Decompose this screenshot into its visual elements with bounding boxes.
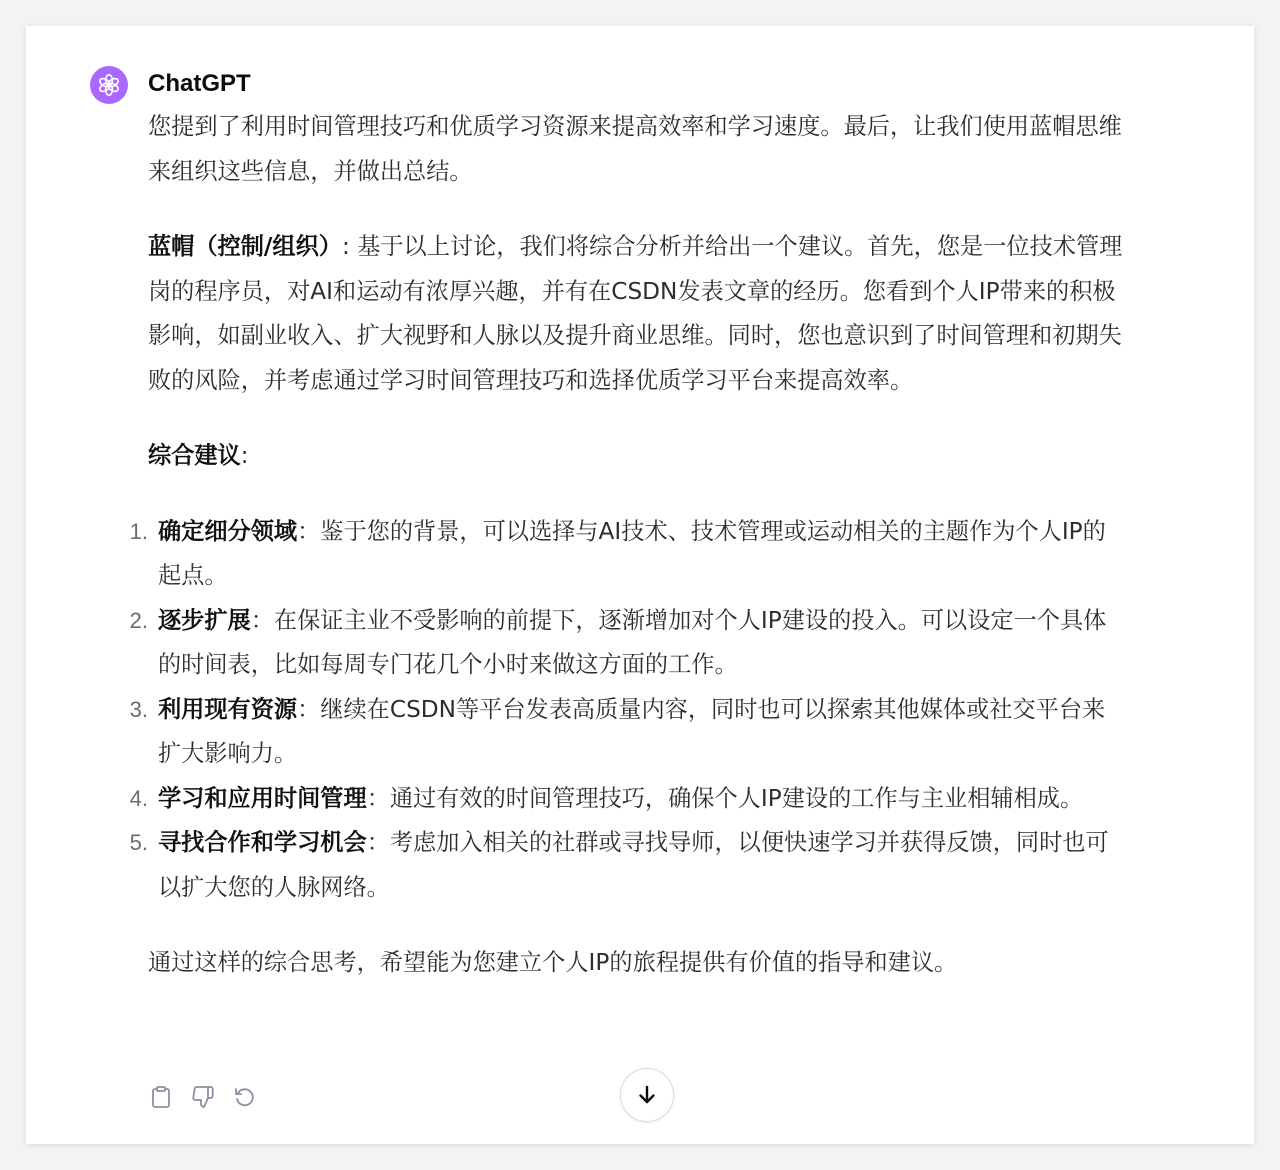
summary-heading-colon: : xyxy=(240,442,249,469)
thumbs-down-button[interactable] xyxy=(190,1084,216,1110)
thumbs-down-icon xyxy=(191,1085,215,1109)
intro-paragraph: 您提到了利用时间管理技巧和优质学习资源来提高效率和学习速度。最后，让我们使用蓝帽思维来组织这些信息，并做出总结。 xyxy=(148,113,1122,185)
regenerate-icon xyxy=(233,1085,257,1109)
summary-heading-paragraph xyxy=(148,434,1128,479)
list-item xyxy=(122,510,1122,599)
suggestion-list xyxy=(122,510,1122,911)
openai-logo-icon xyxy=(96,72,122,98)
message-content xyxy=(129,105,1128,986)
summary-heading: 综合建议 xyxy=(148,442,241,469)
blue-hat-label: 蓝帽（控制/组织） xyxy=(148,233,342,260)
list-number: 5. xyxy=(129,830,148,855)
list-item xyxy=(122,821,1122,910)
list-item-text: ：在保证主业不受影响的前提下，逐渐增加对个人IP建设的投入。可以设定一个具体的时间表，比如每周专门花几个小时来做这方面的工作。 xyxy=(158,606,1107,678)
chatgpt-avatar xyxy=(90,66,128,104)
list-item-title: 利用现有资源 xyxy=(158,695,298,723)
list-number: 1. xyxy=(129,518,148,544)
list-item-text: ：鉴于您的背景，可以选择与AI技术、技术管理或运动相关的主题作为个人IP的起点。 xyxy=(158,517,1106,589)
list-item-title: 逐步扩展 xyxy=(158,606,251,634)
list-item xyxy=(122,688,1122,777)
message-actions xyxy=(148,1084,258,1110)
list-item xyxy=(122,777,1122,822)
list-number: 2. xyxy=(129,607,148,633)
list-item xyxy=(122,599,1122,688)
list-item-title: 确定细分领域 xyxy=(158,517,298,545)
list-number: 3. xyxy=(129,696,148,722)
scroll-to-bottom-button[interactable] xyxy=(620,1068,674,1122)
arrow-down-icon xyxy=(636,1084,658,1106)
blue-hat-paragraph xyxy=(148,225,1128,403)
list-item-text: ：继续在CSDN等平台发表高质量内容，同时也可以探索其他媒体或社交平台来扩大影响力。 xyxy=(158,695,1106,767)
list-number: 4. xyxy=(129,785,148,811)
copy-button[interactable] xyxy=(148,1084,174,1110)
regenerate-button[interactable] xyxy=(232,1084,258,1110)
list-item-title: 寻找合作和学习机会 xyxy=(158,829,367,856)
list-item-text: ：通过有效的时间管理技巧，确保个人IP建设的工作与主业相辅相成。 xyxy=(366,784,1084,812)
list-item-title: 学习和应用时间管理 xyxy=(158,784,367,812)
list-item-text: ：考虑加入相关的社群或寻找导师，以便快速学习并获得反馈，同时也可以扩大您的人脉网络。 xyxy=(158,829,1109,901)
closing-paragraph: 通过这样的综合思考，希望能为您建立个人IP的旅程提供有价值的指导和建议。 xyxy=(148,949,958,976)
blue-hat-text: : 基于以上讨论，我们将综合分析并给出一个建议。首先，您是一位技术管理岗的程序员，对AI和运动有浓厚兴趣，并有在CSDN发表文章的经历。您看到个人IP带来的积极影响，如副业收入、扩大视野和人脉以及提升商业思维。同时，您也意识到了时间管理和初期失败的风险，并考虑通过学习时间管理技巧和选择优质学习平台来提高效率。 xyxy=(148,233,1123,394)
clipboard-icon xyxy=(150,1085,172,1109)
message-author: ChatGPT xyxy=(148,70,251,97)
